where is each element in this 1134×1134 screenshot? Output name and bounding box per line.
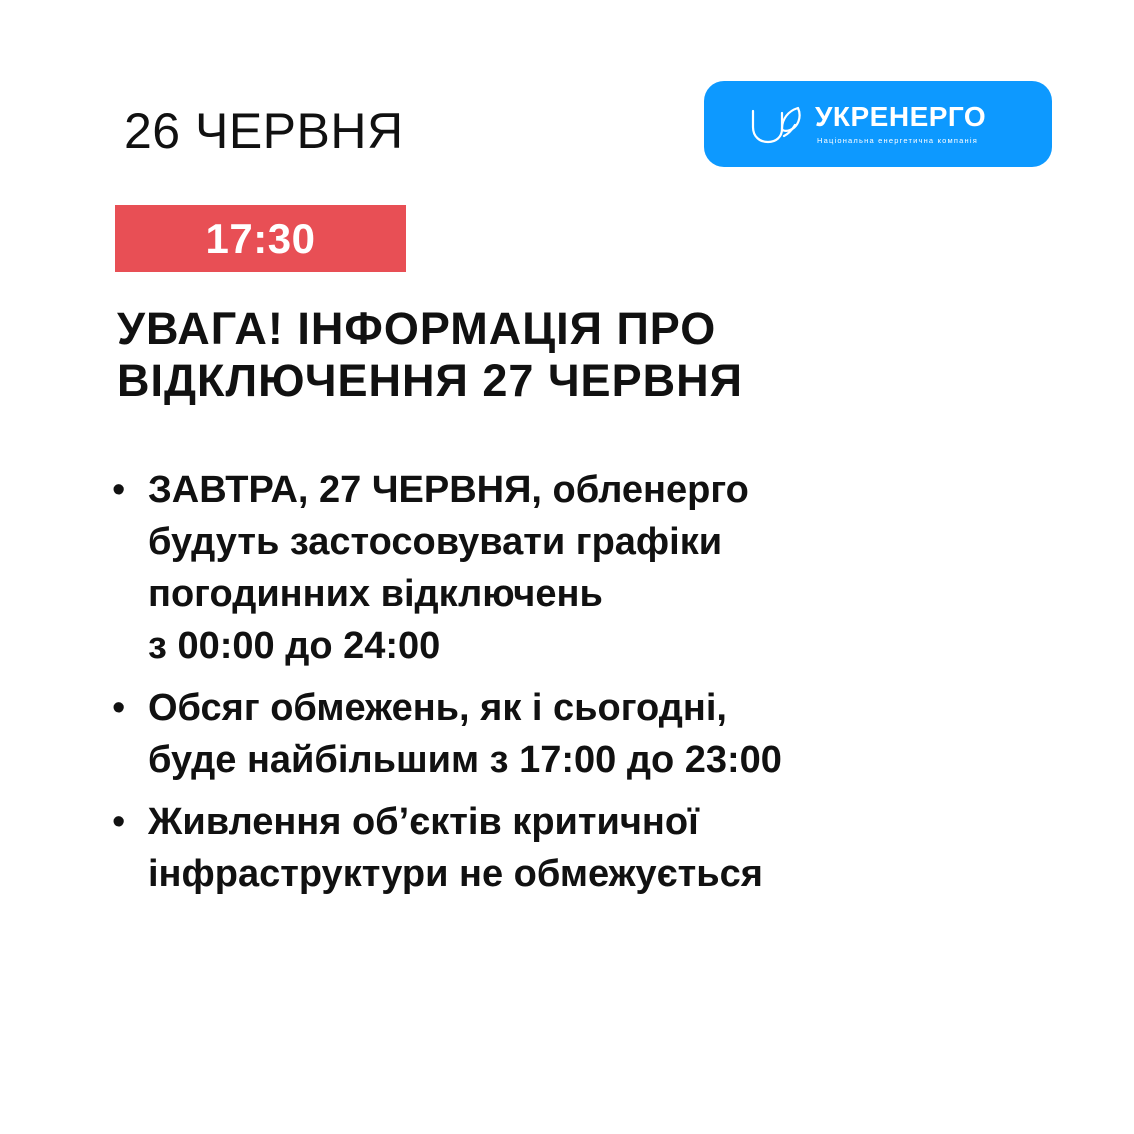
bullet-line: буде найбільшим з 17:00 до 23:00: [148, 739, 782, 781]
bullet-item: [112, 682, 952, 786]
date-label: 26 ЧЕРВНЯ: [124, 103, 404, 159]
bullet-line: з 00:00 до 24:00: [148, 625, 441, 667]
bullet-line: Живлення об’єктів критичної: [148, 801, 699, 843]
bullet-line: погодинних відключень: [148, 573, 603, 615]
headline-line: ВІДКЛЮЧЕННЯ 27 ЧЕРВНЯ: [117, 355, 743, 406]
headline-line: УВАГА! ІНФОРМАЦІЯ ПРО: [117, 303, 717, 354]
time-badge: 17:30: [115, 205, 406, 272]
bullet-line: будуть застосовувати графіки: [148, 521, 723, 563]
bullet-item: [112, 796, 952, 900]
bullet-dot-icon: •: [112, 687, 126, 729]
logo-tagline: Національна енергетична компанія: [817, 136, 978, 145]
bullet-dot-icon: •: [112, 801, 126, 843]
headline: [117, 303, 743, 407]
bullet-dot-icon: •: [112, 469, 126, 511]
bullet-line: Обсяг обмежень, як і сьогодні,: [148, 687, 727, 729]
bullet-list: [112, 464, 952, 910]
bullet-line: інфраструктури не обмежується: [148, 853, 763, 895]
logo-name: УКРЕНЕРГО: [815, 101, 987, 132]
bullet-line: ЗАВТРА, 27 ЧЕРВНЯ, обленерго: [148, 469, 749, 511]
ukrenergo-logo-icon: [750, 103, 806, 145]
bullet-item: [112, 464, 952, 672]
ukrenergo-logo: [704, 81, 1052, 167]
